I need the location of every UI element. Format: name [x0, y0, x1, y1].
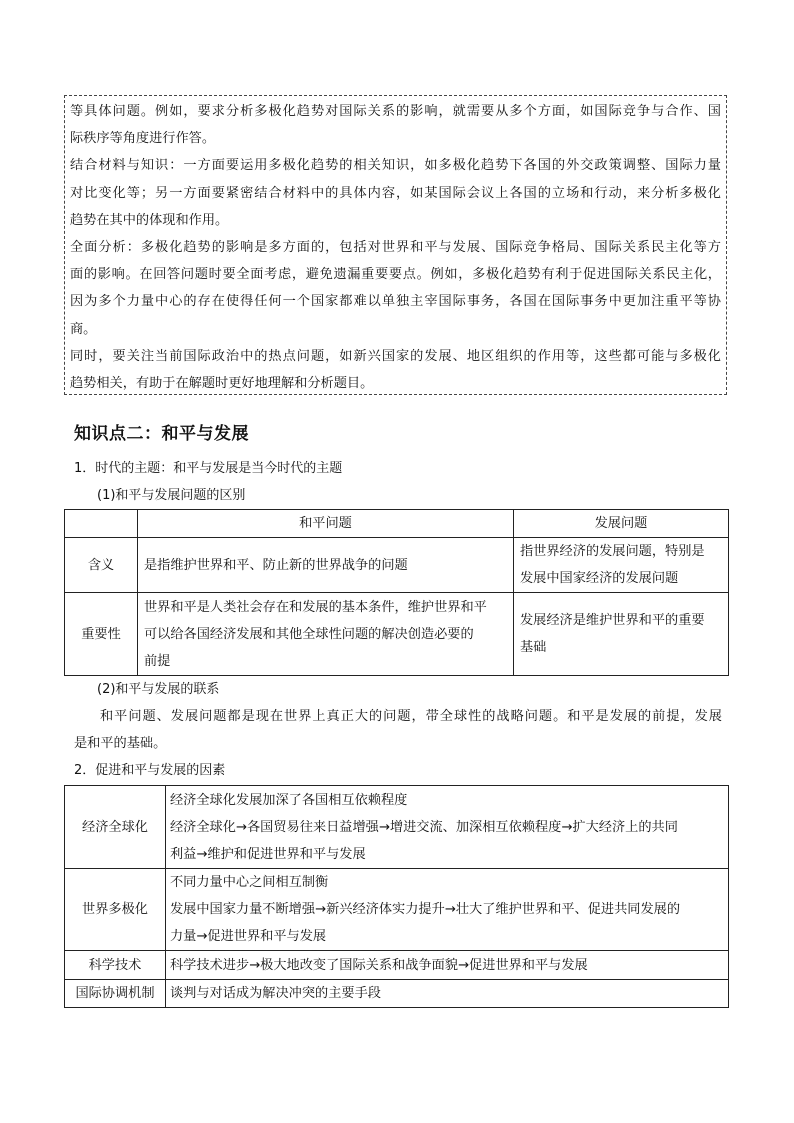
item-1-heading: 1．时代的主题：和平与发展是当今时代的主题 — [74, 461, 343, 476]
cell-line: 不同力量中心之间相互制衡 — [170, 875, 329, 890]
note-line: 对比变化等；另一方面要紧密结合材料中的具体内容，如某国际会议上各国的立场和行动，来分析多极化 — [70, 185, 721, 201]
factor-content — [166, 980, 729, 1008]
factor-content — [166, 786, 729, 869]
development-importance-cell — [514, 593, 729, 676]
note-line: 面的影响。在回答问题时要全面考虑，避免遗漏重要要点。例如，多极化趋势有利于促进国际关系民主化， — [70, 267, 721, 283]
note-line: 际秩序等角度进行作答。 — [70, 131, 216, 147]
note-line: 商。 — [70, 321, 97, 337]
cell-line: 世界和平是人类社会存在和发展的基本条件，维护世界和平 — [144, 599, 487, 615]
subheading-difference: (1)和平与发展问题的区别 — [97, 488, 246, 503]
answer-tips-box — [64, 95, 727, 395]
row-label-importance: 重要性 — [65, 593, 138, 676]
cell-line: 是指维护世界和平、防止新的世界战争的问题 — [144, 557, 408, 573]
paragraph-line: 和平问题、发展问题都是现在世界上真正大的问题，带全球性的战略问题。和平是发展的前提，发展 — [100, 709, 722, 724]
cell-line: 科学技术进步→极大地改变了国际关系和战争面貌→促进世界和平与发展 — [170, 957, 588, 973]
cell-line: 发展中国家经济的发展问题 — [520, 571, 679, 586]
cell-line: 指世界经济的发展问题，特别是 — [520, 544, 705, 559]
cell-line: 前提 — [144, 653, 171, 669]
factor-content — [166, 951, 729, 980]
factor-label-economic-globalization: 经济全球化 — [65, 786, 166, 869]
development-meaning-cell — [514, 538, 729, 593]
note-line: 等具体问题。例如，要求分析多极化趋势对国际关系的影响，就需要从多个方面，如国际竞争与合作、国 — [70, 104, 721, 119]
factor-content — [166, 869, 729, 951]
cell-line: 谈判与对话成为解决冲突的主要手段 — [170, 986, 381, 1001]
table-header-peace: 和平问题 — [138, 510, 514, 538]
subheading-connection: (2)和平与发展的联系 — [97, 682, 220, 697]
section-title: 知识点二：和平与发展 — [74, 424, 249, 444]
note-line: 趋势相关，有助于在解题时更好地理解和分析题目。 — [70, 375, 374, 391]
factor-label-coordination-mechanism: 国际协调机制 — [65, 980, 166, 1008]
cell-line: 发展经济是维护世界和平的重要 — [520, 613, 705, 628]
cell-line: 经济全球化发展加深了各国相互依赖程度 — [170, 792, 408, 808]
peace-development-difference-table — [64, 509, 729, 676]
note-line: 同时，要关注当前国际政治中的热点问题，如新兴国家的发展、地区组织的作用等，这些都可能与多极化 — [70, 348, 721, 364]
note-line: 趋势在其中的体现和作用。 — [70, 212, 229, 228]
cell-line: 发展中国家力量不断增强→新兴经济体实力提升→壮大了维护世界和平、促进共同发展的 — [170, 902, 681, 917]
note-line: 结合材料与知识：一方面要运用多极化趋势的相关知识，如多极化趋势下各国的外交政策调整、国际力量 — [70, 158, 721, 174]
peace-importance-cell — [138, 593, 514, 676]
table-header-development: 发展问题 — [514, 510, 729, 538]
cell-line: 力量→促进世界和平与发展 — [170, 929, 327, 944]
factor-label-multipolarity: 世界多极化 — [65, 869, 166, 951]
factor-label-science-technology: 科学技术 — [65, 951, 166, 980]
cell-line: 经济全球化→各国贸易往来日益增强→增进交流、加深相互依赖程度→扩大经济上的共同 — [170, 819, 678, 835]
item-2-heading: 2．促进和平与发展的因素 — [74, 763, 226, 778]
peace-development-factors-table — [64, 785, 729, 1008]
paragraph-line: 是和平的基础。 — [74, 736, 167, 751]
table-header-cell — [65, 510, 138, 538]
cell-line: 基础 — [520, 640, 547, 655]
note-line: 因为多个力量中心的存在使得任何一个国家都难以单独主宰国际事务，各国在国际事务中更加注重平等协 — [70, 294, 721, 310]
note-line: 全面分析：多极化趋势的影响是多方面的，包括对世界和平与发展、国际竞争格局、国际关系民主化等方 — [70, 239, 721, 255]
peace-meaning-cell — [138, 538, 514, 593]
cell-line: 可以给各国经济发展和其他全球性问题的解决创造必要的 — [144, 626, 474, 642]
cell-line: 利益→维护和促进世界和平与发展 — [170, 846, 366, 862]
row-label-meaning: 含义 — [65, 538, 138, 593]
